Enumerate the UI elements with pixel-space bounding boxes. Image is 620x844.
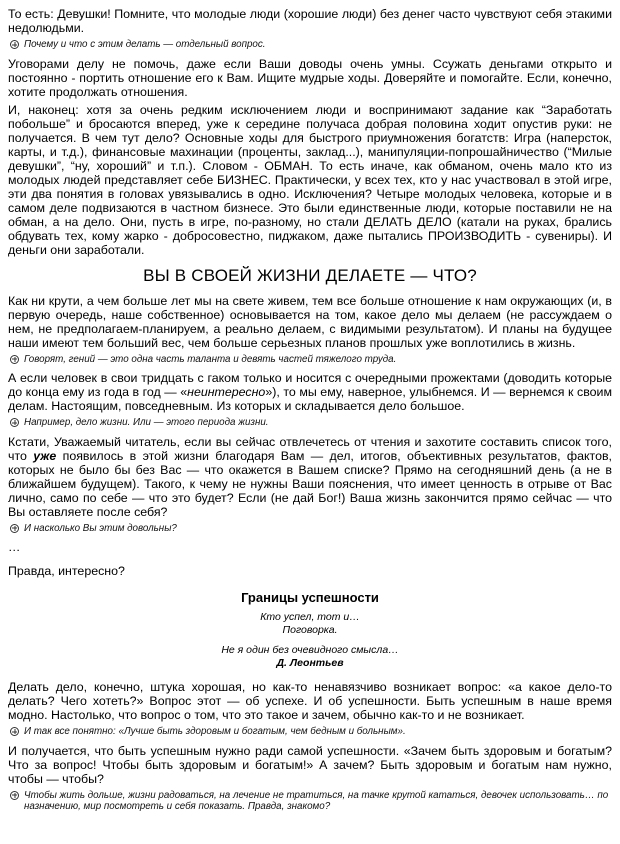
footnote-text: Почему и что с этим делать — отдельный вопрос.: [24, 39, 266, 50]
paragraph: И получается, что быть успешным нужно ради самой успешности. «Зачем быть здоровым и богатым? Что за вопрос! Чтобы быть здоровым и богатым!» А зачем? Быть здоровым и богатым нам нужно, чтобы — чтобы?: [8, 743, 612, 786]
footnote: [10, 523, 612, 535]
epigraph: [8, 611, 612, 670]
footnote-marker-icon[interactable]: [10, 40, 19, 49]
epigraph-line: Не я один без очевидного смысла…: [221, 644, 399, 656]
footnote-text: И так все понятно: «Лучше быть здоровым и богатым, чем бедным и больным».: [24, 726, 406, 737]
footnote-marker-icon[interactable]: [10, 418, 19, 427]
footnote-text: Чтобы жить дольше, жизни радоваться, на лечение не тратиться, на тачке крутой кататься, девочек использовать… по назначению, мир посмотреть и себя показать. Правда, знакомо?: [24, 789, 609, 812]
paragraph-text: »), то мы ему, наверное, улыбнемся. И — вернемся к своим делам. Настоящим, повседневным. Из которых и складывается дело большое.: [8, 385, 612, 413]
paragraph: То есть: Девушки! Помните, что молодые люди (хорошие люди) без денег часто чувствуют себя этакими недолюдьми.: [8, 7, 612, 35]
paragraph-text: Кстати, Уважаемый читатель, если вы сейчас отвлечетесь от чтения и захотите составить список того, что: [8, 434, 612, 463]
section-heading: ВЫ В СВОЕЙ ЖИЗНИ ДЕЛАЕТЕ — ЧТО?: [143, 265, 477, 285]
paragraph: Как ни крути, а чем больше лет мы на свете живем, тем все больше отношение к нам окружающих (и, в первую очередь, наше собственное) основывается на том, какое дело мы делаем (не рассуждаем о нем, не предполагаем-планируем, а реально делаем, с видимыми результатом). И планы на будущее наши имеют тем больший вес, чем больше серьезных планов прошлых уже воплотились в жизнь.: [8, 293, 612, 350]
footnote-marker-icon[interactable]: [10, 355, 19, 364]
footnote-marker-icon[interactable]: [10, 524, 19, 533]
paragraph: Делать дело, конечно, штука хорошая, но как-то ненавязчиво возникает вопрос: «а какое дело-то делать? Чего хотеть?» Вопрос этот — об успехе. И об успешности. Быть успешным в наше время модно. Настолько, что вопрос о том, что это такое и зачем, обычно как-то и не возникает.: [8, 680, 612, 722]
footnote: [10, 39, 612, 51]
paragraph: Уговорами делу не помочь, даже если Ваши доводы очень умны. Ссужать деньгами открыто и постоянно - портить отношение его к Вам. Ищите мудрые ходы. Доверяйте и помогайте. Если, конечно, хотите продолжать отношения.: [8, 56, 612, 99]
paragraph: [8, 435, 612, 519]
footnote-marker-icon[interactable]: [10, 727, 19, 736]
paragraph: Правда, интересно?: [8, 564, 125, 578]
footnote: [10, 726, 612, 738]
epigraph-line: Кто успел, тот и…: [260, 611, 360, 623]
footnote: [10, 790, 612, 813]
footnote: [10, 417, 612, 429]
paragraph: [8, 371, 612, 413]
footnote-marker-icon[interactable]: [10, 791, 19, 800]
paragraph: И, наконец: хотя за очень редким исключением люди и воспринимают задание как “Заработать побольше” и бросаются вперед, уже к середине получаса добрая половина ходит опустив руки: не получается. В чем тут дело? Основные ходы для быстрого приумножения богатств: Игра (наперсток, карты, и т.д.), финансовые махинации (проценты, заклад...), манипуляции-попрошайничество (“Милые девушки”, “ну, хороший” и т.п.). Словом - ОБМАН. То есть иначе, как обманом, очень мало кто из молодых людей представляет себе БИЗНЕС. Практически, у всех тех, кто у нас участвовал в этой игре, эти два понятия в головах увязывались в одно. Исключения? Четыре молодых человека, которые и в самом деле подвизаются в частном бизнесе. Это были единственные люди, которые поставили не на обман, а на дело. Они, пусть в игре, по-разному, но стали ДЕЛАТЬ ДЕЛО (катали на руках, брались обдувать тех, кому жарко - добросовестно, пиджаком, даже пытались ПРОИЗВОДИТЬ - сувениры). И деньги они заработали.: [8, 102, 612, 257]
footnote-text: И насколько Вы этим довольны?: [24, 522, 177, 534]
footnote-text: Например, дело жизни. Или — этого периода жизни.: [24, 417, 269, 428]
paragraph-text: появилось в этой жизни благодаря Вам — дел, итогов, объективных результатов, фактов, которых не было бы без Вас — что окажется в Вашем списке? Прямо на сегодняшний день (а не в ближайшем будущем). Такого, к чему не нужны Ваши пояснения, что имеет ценность в отрыве от Вас лично, само по себе — что это будет? Если (не дай Бог!) Ваша жизнь закончится прямо сейчас — что Вы оставляете после себя?: [8, 448, 612, 519]
italic-text: неинтересно: [187, 385, 266, 399]
epigraph-attribution: Д. Леонтьев: [276, 657, 344, 669]
paragraph-text: А если человек в свои тридцать с гаком только и носится с очередными прожектами (доводить которые до конца ему из года в год — «: [8, 371, 612, 399]
epigraph-attribution: Поговорка.: [282, 624, 338, 636]
footnote: [10, 354, 612, 366]
subsection-heading: Границы успешности: [241, 590, 379, 605]
bold-italic-text: уже: [33, 448, 57, 463]
footnote-text: Говорят, гений — это одна часть таланта и девять частей тяжелого труда.: [24, 353, 397, 365]
ellipsis-line: …: [8, 540, 21, 554]
